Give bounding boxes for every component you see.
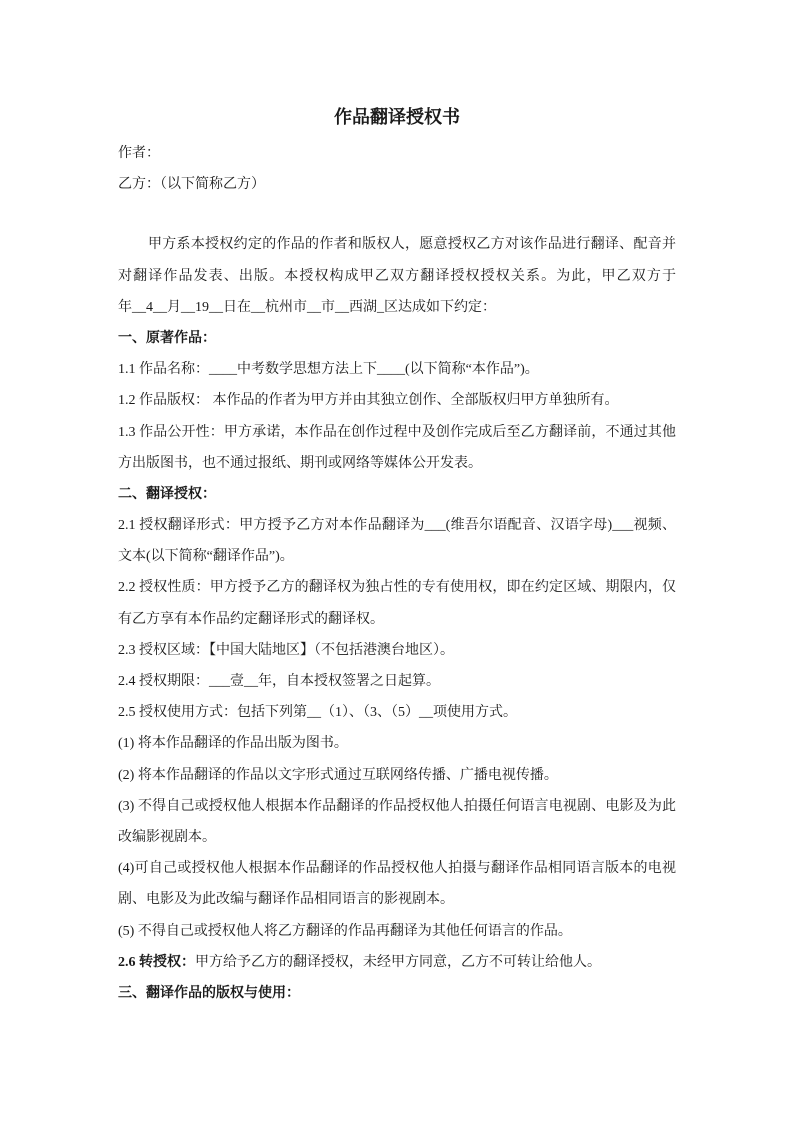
use-item-4-cont: 剧、电影及为此改编与翻译作品相同语言的影视剧本。 (118, 892, 454, 908)
clause-1-3: 1.3 作品公开性：甲方承诺，本作品在创作过程中及创作完成后至乙方翻译前，不通过其他 (118, 424, 676, 440)
clause-1-1: 1.1 作品名称：____中考数学思想方法上下____(以下简称“本作品”)。 (118, 362, 539, 378)
use-item-1: (1) 将本作品翻译的作品出版为图书。 (118, 736, 348, 752)
document-page (118, 104, 676, 1009)
clause-1-2: 1.2 作品版权： 本作品的作者为甲方并由其独立创作、全部版权归甲方单独所有。 (118, 393, 619, 409)
document-title: 作品翻译授权书 (334, 107, 460, 127)
clause-2-6 (118, 947, 676, 978)
clause-2-1-cont: 文本(以下简称“翻译作品”)。 (118, 549, 294, 565)
clause-2-1: 2.1 授权翻译形式：甲方授予乙方对本作品翻译为___(维吾尔语配音、汉语字母)___视频、 (118, 518, 676, 534)
section-heading-2: 二、翻译授权： (118, 486, 216, 502)
clause-2-5: 2.5 授权使用方式：包括下列第__（1）、（3、（5）__项使用方式。 (118, 705, 517, 721)
author-label: 作者： (118, 146, 160, 161)
use-item-5: (5) 不得自己或授权他人将乙方翻译的作品再翻译为其他任何语言的作品。 (118, 923, 572, 939)
intro-line: 甲方系本授权约定的作品的作者和版权人，愿意授权乙方对该作品进行翻译、配音并 (148, 237, 676, 253)
clause-1-3-cont: 方出版图书，也不通过报纸、期刊或网络等媒体公开发表。 (118, 455, 482, 471)
use-item-3-cont: 改编影视剧本。 (118, 829, 216, 845)
intro-line: 对翻译作品发表、出版。本授权构成甲乙双方翻译授权授权关系。为此，甲乙双方于 (118, 268, 676, 284)
party-b-label: 乙方：（以下简称乙方） (118, 177, 265, 193)
use-item-3: (3) 不得自己或授权他人根据本作品翻译的作品授权他人拍摄任何语言电视剧、电影及为此 (118, 798, 676, 814)
clause-2-6-label: 2.6 转授权： (118, 954, 195, 970)
clause-2-6-text: 甲方给予乙方的翻译授权，未经甲方同意，乙方不可转让给他人。 (195, 954, 601, 970)
use-item-2: (2) 将本作品翻译的作品以文字形式通过互联网络传播、广播电视传播。 (118, 767, 558, 783)
clause-2-4: 2.4 授权期限：___壹__年，自本授权签署之日起算。 (118, 674, 440, 689)
section-heading-3: 三、翻译作品的版权与使用： (118, 985, 300, 1001)
clause-2-3: 2.3 授权区域：【中国大陆地区】（不包括港澳台地区）。 (118, 642, 454, 658)
intro-line: 年__4__月__19__日在__杭州市__市__西湖_区达成如下约定： (118, 299, 496, 315)
section-heading-1: 一、原著作品： (118, 330, 216, 346)
clause-2-2: 2.2 授权性质：甲方授予乙方的翻译权为独占性的专有使用权，即在约定区域、期限内，仅 (118, 580, 676, 596)
use-item-4: (4)可自己或授权他人根据本作品翻译的作品授权他人拍摄与翻译作品相同语言版本的电视 (118, 861, 676, 877)
blank-space (118, 200, 676, 229)
clause-2-2-cont: 有乙方享有本作品约定翻译形式的翻译权。 (118, 611, 384, 627)
